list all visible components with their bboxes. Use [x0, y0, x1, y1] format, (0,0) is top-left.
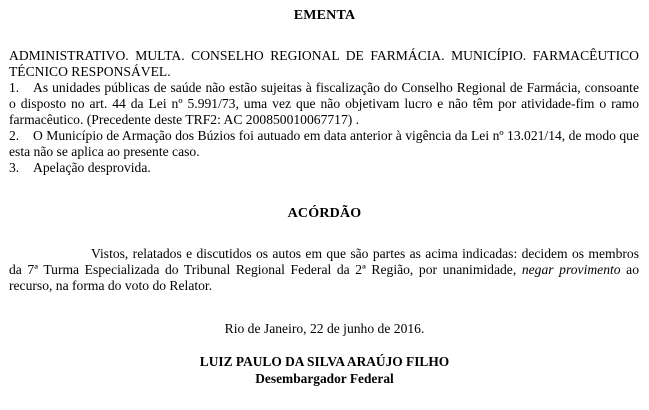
acordao-text-before: Vistos, relatados e discutidos os autos em que são partes as acima indicadas: decidem os membros da 7ª Turma Especializada do Tribunal Regional Federal da 2ª Região, por unanimidade, — [9, 246, 639, 277]
ementa-title: EMENTA — [293, 8, 356, 23]
item-text: O Município de Armação dos Búzios foi autuado em data anterior à vigência da Lei nº 13.021/14, de modo que esta não se aplica ao presente caso. — [9, 128, 639, 159]
acordao-text-after: ao recurso, na forma do voto do Relator. — [9, 262, 639, 293]
acordao-title: ACÓRDÃO — [287, 206, 362, 221]
ementa-item-2 — [9, 128, 639, 160]
item-number: 1. — [9, 80, 20, 95]
item-text: Apelação desprovida. — [33, 160, 151, 175]
acordao-body — [9, 246, 639, 294]
acordao-emphasis: negar provimento — [521, 262, 621, 277]
item-number: 3. — [9, 160, 20, 175]
ementa-body — [9, 48, 639, 176]
ementa-heading: ADMINISTRATIVO. MULTA. CONSELHO REGIONAL DE FARMÁCIA. MUNICÍPIO. FARMACÊUTICO TÉCNICO RESPONSÁVEL. — [9, 48, 639, 79]
signer-name: LUIZ PAULO DA SILVA ARAÚJO FILHO — [199, 354, 450, 369]
ementa-item-1 — [9, 80, 639, 128]
ementa-item-3 — [9, 160, 639, 176]
signer-role: Desembargador Federal — [255, 371, 394, 386]
item-number: 2. — [9, 128, 20, 143]
date-line: Rio de Janeiro, 22 de junho de 2016. — [224, 321, 425, 336]
acordao-paragraph — [9, 246, 639, 294]
item-text: As unidades públicas de saúde não estão sujeitas à fiscalização do Conselho Regional de Farmácia, consoante o disposto no art. 44 da Lei nº 5.991/73, uma vez que não objetivam lucro e não têm por atividade-fim o ramo farmacêutico. (Precedente deste TRF2: AC 200850010067717) . — [9, 80, 639, 127]
